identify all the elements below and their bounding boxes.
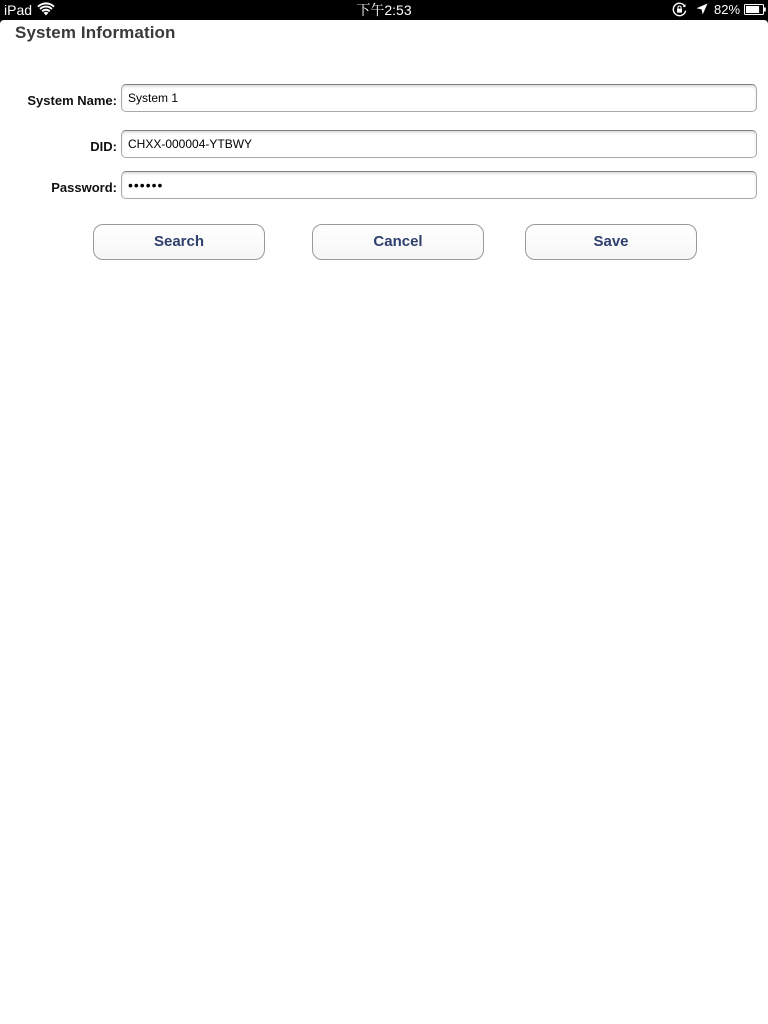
status-time: 下午2:53 — [356, 2, 412, 18]
app-screen — [0, 20, 768, 1024]
battery-percent: 82% — [714, 2, 741, 17]
did-label: DID: — [90, 139, 117, 154]
page-title: System Information — [15, 23, 176, 42]
orientation-lock-icon — [672, 2, 687, 17]
battery-icon — [744, 4, 766, 15]
status-bar — [0, 0, 768, 20]
search-button[interactable]: Search — [93, 224, 265, 260]
system-name-label: System Name: — [27, 93, 117, 108]
cancel-button[interactable]: Cancel — [312, 224, 484, 260]
password-label: Password: — [51, 180, 117, 195]
system-name-field[interactable] — [121, 84, 757, 112]
device-name: iPad — [4, 2, 33, 18]
save-button[interactable]: Save — [525, 224, 697, 260]
password-field[interactable] — [121, 171, 757, 199]
did-field[interactable] — [121, 130, 757, 158]
location-arrow-icon — [696, 3, 708, 15]
